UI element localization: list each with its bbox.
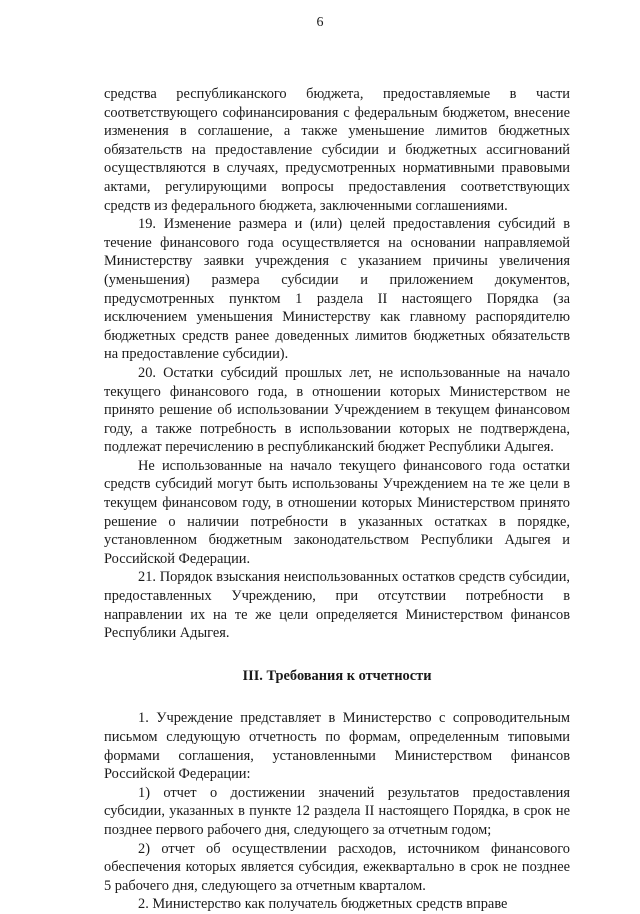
paragraph-20-continued: Не использованные на начало текущего финансового года остатки средств субсидий могут быть использованы Учреждением на те же цели в текущем финансовом году, в отношении которых Министерством принято решение о наличии потребности в указанных остатках в порядке, установленном бюджетным законодательством Республики Адыгея и Российской Федерации. xyxy=(104,457,570,567)
section-subitem-2: 2) отчет об осуществлении расходов, источником финансового обеспечения которых является субсидия, ежеквартально в срок не позднее 5 рабочего дня, следующего за отчетным кварталом. xyxy=(104,840,570,894)
paragraph-21: 21. Порядок взыскания неиспользованных остатков средств субсидии, предоставленных Учреждению, при отсутствии потребности в направлении их на те же цели определяется Министерством финансов Республики Адыгея. xyxy=(104,569,570,642)
document-body xyxy=(104,85,570,914)
page-number: 6 xyxy=(316,15,324,30)
paragraph-continuation: средства республиканского бюджета, предоставляемые в части соответствующего софинансирования с федеральным бюджетом, внесение изменения в соглашение, а также уменьшение лимитов бюджетных обязательств на предоставление субсидии и бюджетных ассигнований осуществляются в случаях, предусмотренных нормативными правовыми актами, регулирующими вопросы предоставления соответствующих средств из федерального бюджета, заключенными соглашениями. xyxy=(104,86,570,214)
section-item-1: 1. Учреждение представляет в Министерство с сопроводительным письмом следующую отчетность по формам, определенным типовыми формами соглашения, установленными Министерством финансов Российской Федерации: xyxy=(104,710,570,783)
section-heading: III. Требования к отчетности xyxy=(242,667,432,684)
paragraph-19: 19. Изменение размера и (или) целей предоставления субсидий в течение финансового года осуществляется на основании направляемой Министерству заявки учреждения с указанием причины увеличения (уменьшения) размера субсидии и приложением документов, предусмотренных пунктом 1 раздела II настоящего Порядка (за исключением уменьшения Министерству как главному распорядителю бюджетных средств ранее доведенных лимитов бюджетных обязательств на предоставление субсидии). xyxy=(104,216,570,363)
section-item-2: 2. Министерство как получатель бюджетных средств вправе xyxy=(138,896,508,913)
section-subitem-1: 1) отчет о достижении значений результатов предоставления субсидии, указанных в пункте 12 раздела II настоящего Порядка, в срок не позднее первого рабочего дня, следующего за отчетным годом; xyxy=(104,784,570,838)
paragraph-20: 20. Остатки субсидий прошлых лет, не использованные на начало текущего финансового года, в отношении которых Министерством не принято решение об использовании Учреждением в текущем финансовом году, а также потребность в использовании которых не подтверждена, подлежат перечислению в республиканский бюджет Республики Адыгея. xyxy=(104,364,570,456)
